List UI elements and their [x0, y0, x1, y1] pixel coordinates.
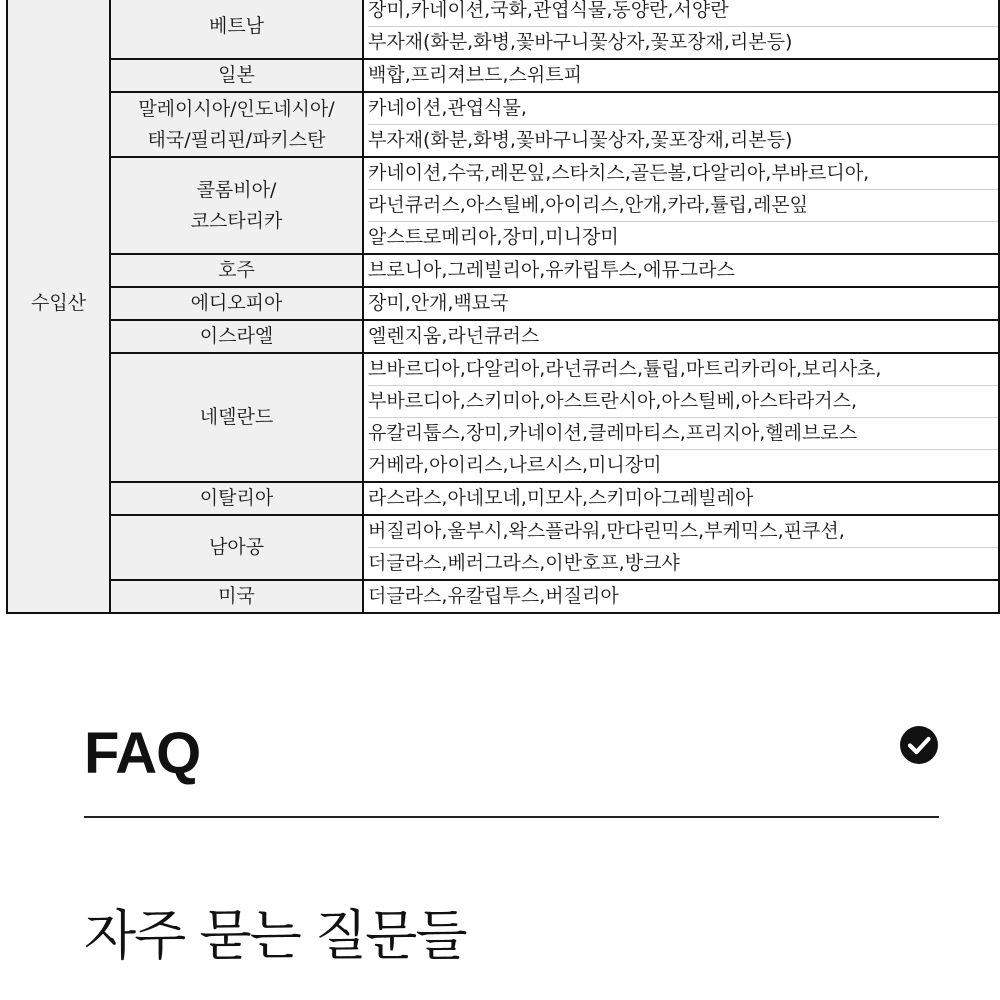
item-line: 유칼리툽스,장미,카네이션,클레마티스,프리지아,헬레브로스: [368, 417, 998, 449]
origin-category-cell: 수입산: [7, 0, 110, 613]
country-name: 코스타리카: [190, 209, 283, 232]
item-line: 버질리아,울부시,왁스플라워,만다린믹스,부케믹스,핀쿠션,: [368, 520, 845, 542]
item-line: 라스라스,아네모네,미모사,스키미아그레빌레아: [368, 487, 754, 509]
country-name: 호주: [218, 259, 255, 281]
country-name: 이탈리아: [199, 487, 274, 509]
table-row: [7, 320, 999, 353]
country-cell: [110, 254, 363, 287]
country-name: 일본: [218, 64, 255, 86]
items-cell: [363, 482, 999, 515]
country-cell: [110, 515, 363, 580]
item-line: 엘렌지움,라넌큐러스: [368, 325, 540, 347]
item-line: 거베라,아이리스,나르시스,미니장미: [368, 449, 998, 481]
country-name: 콜롬비아/: [196, 178, 277, 201]
country-name: 네델란드: [199, 406, 274, 428]
country-name: 이스라엘: [199, 325, 274, 347]
country-name: 베트남: [208, 15, 265, 37]
country-cell: [110, 287, 363, 320]
table-row: [7, 287, 999, 320]
items-cell: [363, 59, 999, 92]
items-cell: [363, 157, 999, 254]
item-line: 부바르디아,스키미아,아스트란시아,아스틸베,아스타라거스,: [368, 385, 998, 417]
table-row: [7, 580, 999, 613]
table-row: [7, 482, 999, 515]
item-line: 라넌큐러스,아스틸베,아이리스,안개,카라,튤립,레몬잎: [368, 189, 998, 221]
country-name: 남아공: [208, 536, 265, 558]
country-cell: [110, 320, 363, 353]
country-name: 에디오피아: [190, 292, 283, 314]
table-row: [7, 515, 999, 580]
country-name: 말레이시아/인도네시아/: [138, 97, 335, 120]
country-cell: [110, 580, 363, 613]
country-cell: [110, 157, 363, 254]
item-line: 더글라스,유칼립투스,버질리아: [368, 585, 619, 607]
item-line: 부자재(화분,화병,꽃바구니꽃상자,꽃포장재,리본등): [368, 26, 998, 58]
faq-subtitle: 자주 묻는 질문들: [84, 904, 466, 967]
item-line: 백합,프리져브드,스위트피: [368, 64, 582, 86]
item-line: 카네이션,수국,레몬잎,스타치스,골든볼,다알리아,부바르디아,: [368, 162, 870, 184]
item-line: 장미,카네이션,국화,관엽식물,동양란,서양란: [368, 0, 729, 21]
faq-header[interactable]: [84, 710, 939, 818]
items-cell: [363, 353, 999, 482]
items-cell: [363, 254, 999, 287]
origin-table: [6, 0, 1000, 614]
item-line: 브바르디아,다알리아,라넌큐러스,튤립,마트리카리아,보리사초,: [368, 358, 882, 380]
item-line: 더글라스,베러그라스,이반호프,방크샤: [368, 547, 998, 579]
items-cell: [363, 92, 999, 157]
origin-table-wrapper: [6, 0, 1000, 614]
items-cell: [363, 320, 999, 353]
items-cell: [363, 287, 999, 320]
country-cell: [110, 59, 363, 92]
item-line: 부자재(화분,화병,꽃바구니꽃상자,꽃포장재,리본등): [368, 124, 998, 156]
country-cell: [110, 0, 363, 59]
country-name: 미국: [218, 585, 255, 607]
item-line: 브로니아,그레빌리아,유카립투스,에뮤그라스: [368, 259, 735, 281]
country-cell: [110, 353, 363, 482]
table-row: [7, 0, 999, 59]
table-row: [7, 254, 999, 287]
table-row: [7, 92, 999, 157]
table-row: [7, 157, 999, 254]
country-cell: [110, 92, 363, 157]
check-circle-icon[interactable]: [899, 725, 939, 765]
country-cell: [110, 482, 363, 515]
items-cell: [363, 580, 999, 613]
table-row: [7, 59, 999, 92]
items-cell: [363, 515, 999, 580]
faq-title: FAQ: [84, 721, 201, 786]
item-line: 장미,안개,백묘국: [368, 292, 509, 314]
items-cell: [363, 0, 999, 59]
item-line: 카네이션,관엽식물,: [368, 97, 527, 119]
item-line: 알스트로메리아,장미,미니장미: [368, 221, 998, 253]
country-name: 태국/필리핀/파키스탄: [147, 128, 326, 151]
table-row: [7, 353, 999, 482]
faq-section: [84, 710, 939, 967]
